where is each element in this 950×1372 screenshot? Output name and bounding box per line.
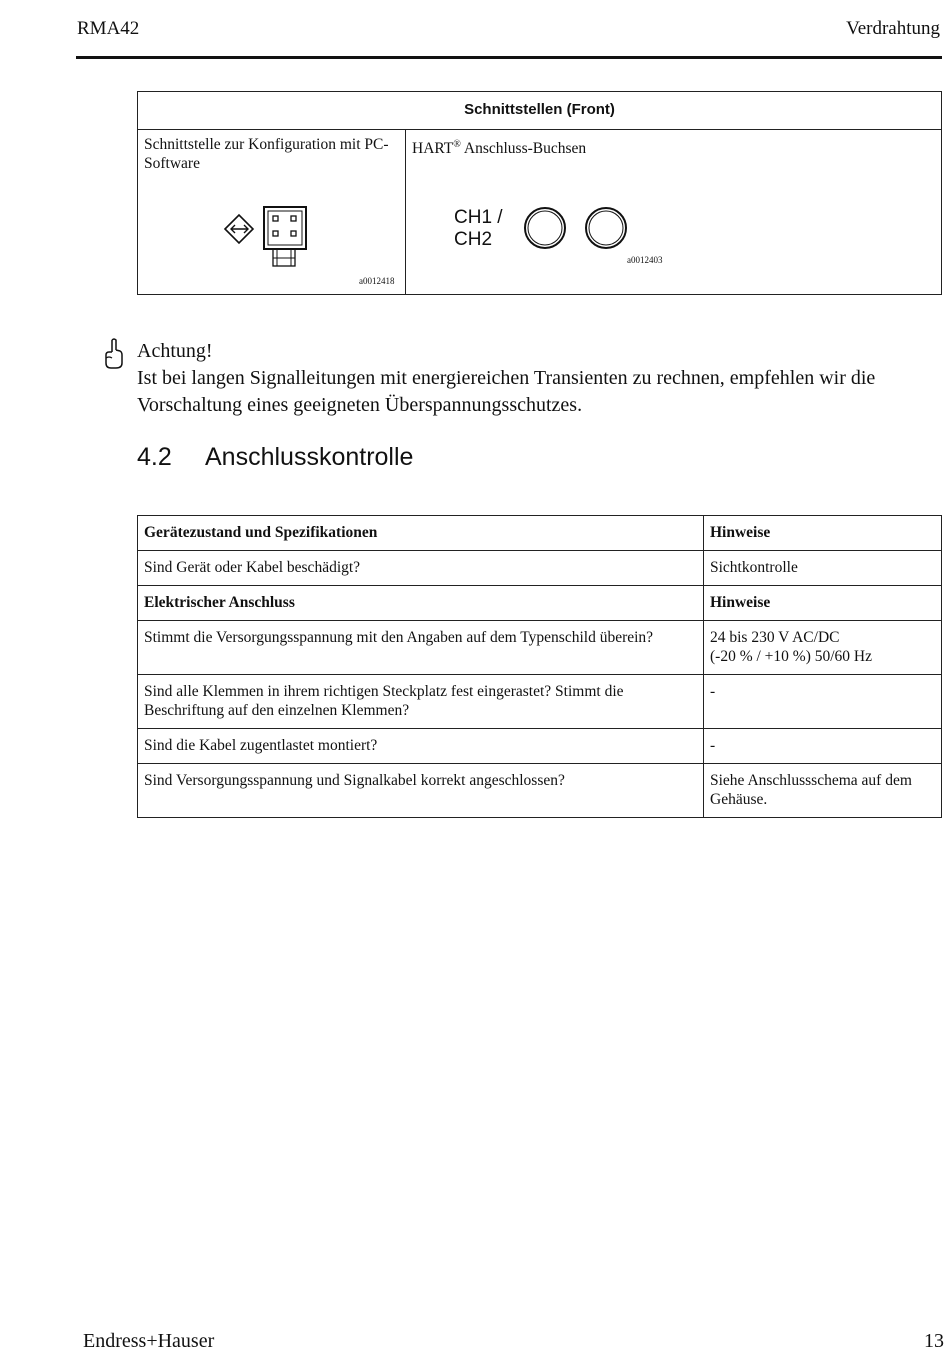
table-cell-right: Hinweise [704,516,942,551]
section-heading [137,443,413,472]
table-cell-left: Sind Gerät oder Kabel beschädigt? [138,551,704,586]
table-cell-right: - [704,675,942,729]
table-cell-right [704,621,942,675]
connection-check-table [137,515,942,818]
interface-table [137,91,942,295]
table-cell-right-line-2: (-20 % / +10 %) 50/60 Hz [710,648,872,665]
interface-table-title: Schnittstellen (Front) [138,92,941,130]
table-cell-left: Elektrischer Anschluss [138,586,704,621]
registered-mark: ® [453,139,461,150]
note-block [137,338,937,419]
channel-label-line-1: CH1 / [454,207,503,228]
table-cell-right: Sichtkontrolle [704,551,942,586]
figure-id-a: a0012418 [359,276,395,286]
hart-rest: Anschluss-Buchsen [460,140,587,158]
config-interface-icon [222,204,312,270]
table-row [138,764,942,818]
table-cell-right-line-1: 24 bis 230 V AC/DC [710,629,840,646]
header-rule [76,56,942,59]
interface-hart-label [412,135,586,158]
table-cell-right: Siehe Anschlussschema auf dem Gehäuse. [704,764,942,818]
note-body: Ist bei langen Signalleitungen mit energiereichen Transienten zu rechnen, empfehlen wir die Vorschaltung eines geeigneten Überspannungsschutzes. [137,367,876,416]
table-row [138,621,942,675]
hart-socket-ch1-icon [523,206,567,250]
pointing-hand-icon [103,338,125,370]
table-row [138,516,942,551]
table-row [138,675,942,729]
table-cell-right: Hinweise [704,586,942,621]
interface-config-label: Schnittstelle zur Konfiguration mit PC-Software [144,136,389,172]
table-cell-left: Sind Versorgungsspannung und Signalkabel korrekt angeschlossen? [138,764,704,818]
interface-table-divider [405,129,406,294]
table-row [138,729,942,764]
figure-id-b: a0012403 [627,255,663,265]
page-number: 13 [924,1330,944,1352]
section-title: Anschlusskontrolle [205,443,414,471]
section-number: 4.2 [137,443,172,471]
header-left: RMA42 [77,18,140,39]
table-cell-left: Gerätezustand und Spezifikationen [138,516,704,551]
hart-socket-ch2-icon [584,206,628,250]
channel-label-line-2: CH2 [454,229,493,250]
note-title: Achtung! [137,340,213,362]
channel-label [454,207,503,251]
header-right: Verdrahtung [846,18,940,39]
table-cell-left: Sind alle Klemmen in ihrem richtigen Steckplatz fest eingerastet? Stimmt die Beschriftung auf den einzelnen Klemmen? [138,675,704,729]
hart-brand: HART [412,140,454,158]
table-cell-left: Sind die Kabel zugentlastet montiert? [138,729,704,764]
table-row [138,551,942,586]
table-cell-right: - [704,729,942,764]
table-row [138,586,942,621]
table-cell-left: Stimmt die Versorgungsspannung mit den Angaben auf dem Typenschild überein? [138,621,704,675]
footer-brand: Endress+Hauser [83,1330,215,1352]
